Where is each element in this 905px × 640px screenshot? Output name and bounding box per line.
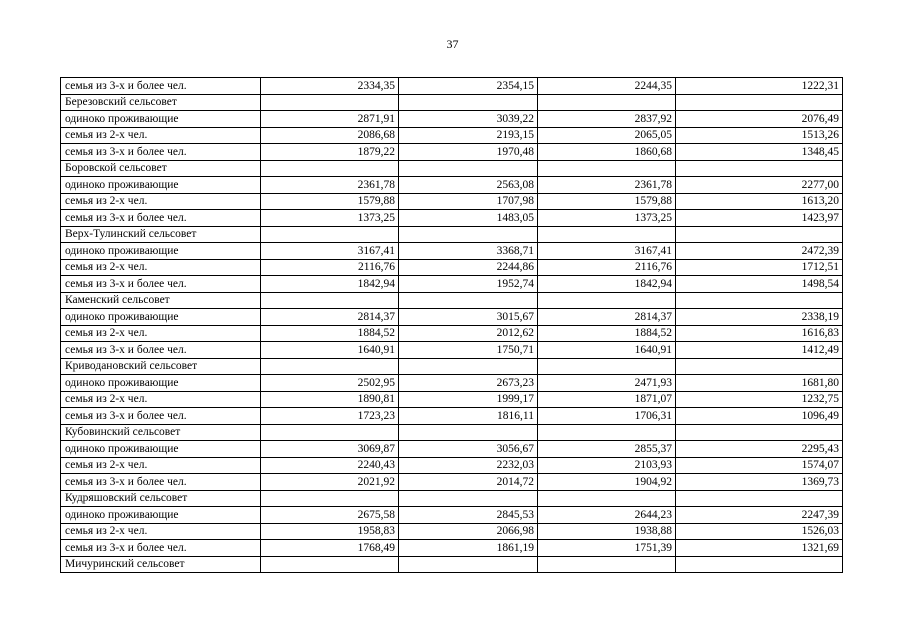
row-label: семья из 2-х чел. xyxy=(61,457,261,474)
value-cell-col-4: 1712,51 xyxy=(676,259,843,276)
value-cell-col-4: 1348,45 xyxy=(676,144,843,161)
table-row xyxy=(61,556,843,573)
table-row xyxy=(61,144,843,161)
value-cell-col-3: 2103,93 xyxy=(538,457,676,474)
table-row xyxy=(61,507,843,524)
value-cell-col-1 xyxy=(261,424,399,441)
value-cell-col-1: 1958,83 xyxy=(261,523,399,540)
value-cell-col-3: 2065,05 xyxy=(538,127,676,144)
page-number: 37 xyxy=(446,37,459,51)
value-cell-col-4: 1423,97 xyxy=(676,210,843,227)
value-cell-col-3 xyxy=(538,94,676,111)
value-cell-col-3 xyxy=(538,490,676,507)
value-cell-col-2: 1483,05 xyxy=(399,210,538,227)
value-cell-col-4: 1613,20 xyxy=(676,193,843,210)
value-cell-col-3: 1884,52 xyxy=(538,325,676,342)
value-cell-col-3: 1373,25 xyxy=(538,210,676,227)
row-label: Березовский сельсовет xyxy=(61,94,261,111)
value-cell-col-3: 1706,31 xyxy=(538,408,676,425)
value-cell-col-2: 1861,19 xyxy=(399,540,538,557)
value-cell-col-1: 2814,37 xyxy=(261,309,399,326)
table-row xyxy=(61,408,843,425)
value-cell-col-4 xyxy=(676,556,843,573)
value-cell-col-4 xyxy=(676,94,843,111)
row-label: Мичуринский сельсовет xyxy=(61,556,261,573)
value-cell-col-4 xyxy=(676,226,843,243)
value-cell-col-4: 1574,07 xyxy=(676,457,843,474)
table-row xyxy=(61,94,843,111)
table-row xyxy=(61,441,843,458)
row-label: одиноко проживающие xyxy=(61,177,261,194)
table-row xyxy=(61,127,843,144)
value-cell-col-4: 2295,43 xyxy=(676,441,843,458)
value-cell-col-1: 2675,58 xyxy=(261,507,399,524)
row-label: одиноко проживающие xyxy=(61,111,261,128)
row-label: Каменский сельсовет xyxy=(61,292,261,309)
value-cell-col-1: 1640,91 xyxy=(261,342,399,359)
table-row xyxy=(61,309,843,326)
value-cell-col-4: 1681,80 xyxy=(676,375,843,392)
value-cell-col-2: 3015,67 xyxy=(399,309,538,326)
value-cell-col-1: 2334,35 xyxy=(261,78,399,95)
value-cell-col-1: 2086,68 xyxy=(261,127,399,144)
value-cell-col-2: 1707,98 xyxy=(399,193,538,210)
value-cell-col-4: 1526,03 xyxy=(676,523,843,540)
row-label: семья из 3-х и более чел. xyxy=(61,78,261,95)
table-row xyxy=(61,276,843,293)
value-cell-col-4: 1096,49 xyxy=(676,408,843,425)
table-row xyxy=(61,474,843,491)
table-row xyxy=(61,259,843,276)
row-label: семья из 3-х и более чел. xyxy=(61,540,261,557)
row-label: Кудряшовский сельсовет xyxy=(61,490,261,507)
row-label: семья из 3-х и более чел. xyxy=(61,342,261,359)
value-cell-col-1: 2021,92 xyxy=(261,474,399,491)
value-cell-col-2: 3039,22 xyxy=(399,111,538,128)
table-row xyxy=(61,325,843,342)
table-row xyxy=(61,457,843,474)
value-cell-col-2: 1999,17 xyxy=(399,391,538,408)
value-cell-col-2: 2232,03 xyxy=(399,457,538,474)
value-cell-col-4: 2247,39 xyxy=(676,507,843,524)
value-cell-col-3: 1579,88 xyxy=(538,193,676,210)
table-row xyxy=(61,490,843,507)
value-cell-col-2 xyxy=(399,556,538,573)
value-cell-col-1: 2502,95 xyxy=(261,375,399,392)
value-cell-col-1: 2240,43 xyxy=(261,457,399,474)
value-cell-col-2: 1970,48 xyxy=(399,144,538,161)
value-cell-col-3: 1938,88 xyxy=(538,523,676,540)
value-cell-col-1: 1884,52 xyxy=(261,325,399,342)
row-label: семья из 2-х чел. xyxy=(61,391,261,408)
value-cell-col-3: 1871,07 xyxy=(538,391,676,408)
value-cell-col-3: 1860,68 xyxy=(538,144,676,161)
value-cell-col-4 xyxy=(676,490,843,507)
table-row xyxy=(61,226,843,243)
value-cell-col-1: 1373,25 xyxy=(261,210,399,227)
value-cell-col-1 xyxy=(261,160,399,177)
value-cell-col-2 xyxy=(399,490,538,507)
value-cell-col-4: 1321,69 xyxy=(676,540,843,557)
value-cell-col-1: 1879,22 xyxy=(261,144,399,161)
table-row xyxy=(61,243,843,260)
value-cell-col-4 xyxy=(676,292,843,309)
value-cell-col-4: 1222,31 xyxy=(676,78,843,95)
value-cell-col-3 xyxy=(538,424,676,441)
row-label: одиноко проживающие xyxy=(61,309,261,326)
value-cell-col-4: 1513,26 xyxy=(676,127,843,144)
value-cell-col-2: 2244,86 xyxy=(399,259,538,276)
value-cell-col-3: 2116,76 xyxy=(538,259,676,276)
value-cell-col-1 xyxy=(261,556,399,573)
row-label: семья из 3-х и более чел. xyxy=(61,210,261,227)
table-row xyxy=(61,292,843,309)
value-cell-col-3 xyxy=(538,358,676,375)
value-cell-col-1 xyxy=(261,358,399,375)
table-row xyxy=(61,358,843,375)
value-cell-col-3: 2244,35 xyxy=(538,78,676,95)
value-cell-col-3: 3167,41 xyxy=(538,243,676,260)
value-cell-col-1: 2361,78 xyxy=(261,177,399,194)
value-cell-col-4: 2338,19 xyxy=(676,309,843,326)
value-cell-col-1: 2871,91 xyxy=(261,111,399,128)
row-label: семья из 2-х чел. xyxy=(61,325,261,342)
value-cell-col-3: 2644,23 xyxy=(538,507,676,524)
row-label: семья из 3-х и более чел. xyxy=(61,276,261,293)
value-cell-col-3: 1842,94 xyxy=(538,276,676,293)
row-label: одиноко проживающие xyxy=(61,375,261,392)
value-cell-col-2 xyxy=(399,292,538,309)
value-cell-col-2: 2012,62 xyxy=(399,325,538,342)
row-label: Верх-Тулинский сельсовет xyxy=(61,226,261,243)
value-cell-col-2 xyxy=(399,160,538,177)
table-row xyxy=(61,78,843,95)
value-cell-col-4: 1412,49 xyxy=(676,342,843,359)
value-cell-col-4: 2076,49 xyxy=(676,111,843,128)
table-row xyxy=(61,424,843,441)
value-cell-col-4: 1498,54 xyxy=(676,276,843,293)
value-cell-col-3: 1640,91 xyxy=(538,342,676,359)
table-row xyxy=(61,540,843,557)
row-label: семья из 2-х чел. xyxy=(61,193,261,210)
value-cell-col-2: 2014,72 xyxy=(399,474,538,491)
row-label: одиноко проживающие xyxy=(61,507,261,524)
value-cell-col-3: 2855,37 xyxy=(538,441,676,458)
value-cell-col-2: 2354,15 xyxy=(399,78,538,95)
value-cell-col-2: 2845,53 xyxy=(399,507,538,524)
value-cell-col-1 xyxy=(261,292,399,309)
value-cell-col-2: 2673,23 xyxy=(399,375,538,392)
value-cell-col-2: 1816,11 xyxy=(399,408,538,425)
value-cell-col-1: 1579,88 xyxy=(261,193,399,210)
value-cell-col-4: 2277,00 xyxy=(676,177,843,194)
row-label: Кубовинский сельсовет xyxy=(61,424,261,441)
table-row xyxy=(61,111,843,128)
value-cell-col-1 xyxy=(261,226,399,243)
value-cell-col-2: 2193,15 xyxy=(399,127,538,144)
value-cell-col-2: 3056,67 xyxy=(399,441,538,458)
value-cell-col-3: 1904,92 xyxy=(538,474,676,491)
value-cell-col-1: 3069,87 xyxy=(261,441,399,458)
table-row xyxy=(61,160,843,177)
row-label: семья из 2-х чел. xyxy=(61,523,261,540)
value-cell-col-2: 2563,08 xyxy=(399,177,538,194)
table-row xyxy=(61,523,843,540)
row-label: Криводановский сельсовет xyxy=(61,358,261,375)
value-cell-col-3 xyxy=(538,160,676,177)
value-cell-col-2: 2066,98 xyxy=(399,523,538,540)
value-cell-col-1: 1890,81 xyxy=(261,391,399,408)
value-cell-col-4: 1232,75 xyxy=(676,391,843,408)
value-cell-col-2 xyxy=(399,424,538,441)
value-cell-col-4 xyxy=(676,160,843,177)
value-cell-col-4: 1369,73 xyxy=(676,474,843,491)
value-cell-col-1: 2116,76 xyxy=(261,259,399,276)
value-cell-col-4: 1616,83 xyxy=(676,325,843,342)
row-label: семья из 2-х чел. xyxy=(61,259,261,276)
value-cell-col-1 xyxy=(261,94,399,111)
value-cell-col-1: 1842,94 xyxy=(261,276,399,293)
row-label: одиноко проживающие xyxy=(61,243,261,260)
table-row xyxy=(61,210,843,227)
row-label: семья из 3-х и более чел. xyxy=(61,408,261,425)
table-row xyxy=(61,375,843,392)
row-label: семья из 3-х и более чел. xyxy=(61,144,261,161)
row-label: одиноко проживающие xyxy=(61,441,261,458)
value-cell-col-1 xyxy=(261,490,399,507)
value-cell-col-2 xyxy=(399,226,538,243)
value-cell-col-2 xyxy=(399,94,538,111)
value-cell-col-3: 2837,92 xyxy=(538,111,676,128)
row-label: семья из 2-х чел. xyxy=(61,127,261,144)
table-row xyxy=(61,391,843,408)
value-cell-col-1: 3167,41 xyxy=(261,243,399,260)
value-cell-col-3 xyxy=(538,556,676,573)
value-cell-col-2: 1952,74 xyxy=(399,276,538,293)
table-row xyxy=(61,177,843,194)
table-body xyxy=(61,78,843,573)
table-row xyxy=(61,193,843,210)
value-cell-col-3: 2814,37 xyxy=(538,309,676,326)
value-cell-col-1: 1723,23 xyxy=(261,408,399,425)
value-cell-col-3 xyxy=(538,226,676,243)
row-label: семья из 3-х и более чел. xyxy=(61,474,261,491)
value-cell-col-3: 2471,93 xyxy=(538,375,676,392)
value-cell-col-3 xyxy=(538,292,676,309)
value-cell-col-2: 1750,71 xyxy=(399,342,538,359)
value-cell-col-1: 1768,49 xyxy=(261,540,399,557)
value-cell-col-2 xyxy=(399,358,538,375)
value-cell-col-4 xyxy=(676,358,843,375)
value-cell-col-2: 3368,71 xyxy=(399,243,538,260)
value-cell-col-4 xyxy=(676,424,843,441)
value-cell-col-3: 2361,78 xyxy=(538,177,676,194)
table-row xyxy=(61,342,843,359)
value-cell-col-3: 1751,39 xyxy=(538,540,676,557)
row-label: Боровской сельсовет xyxy=(61,160,261,177)
tariff-table xyxy=(60,77,843,573)
value-cell-col-4: 2472,39 xyxy=(676,243,843,260)
